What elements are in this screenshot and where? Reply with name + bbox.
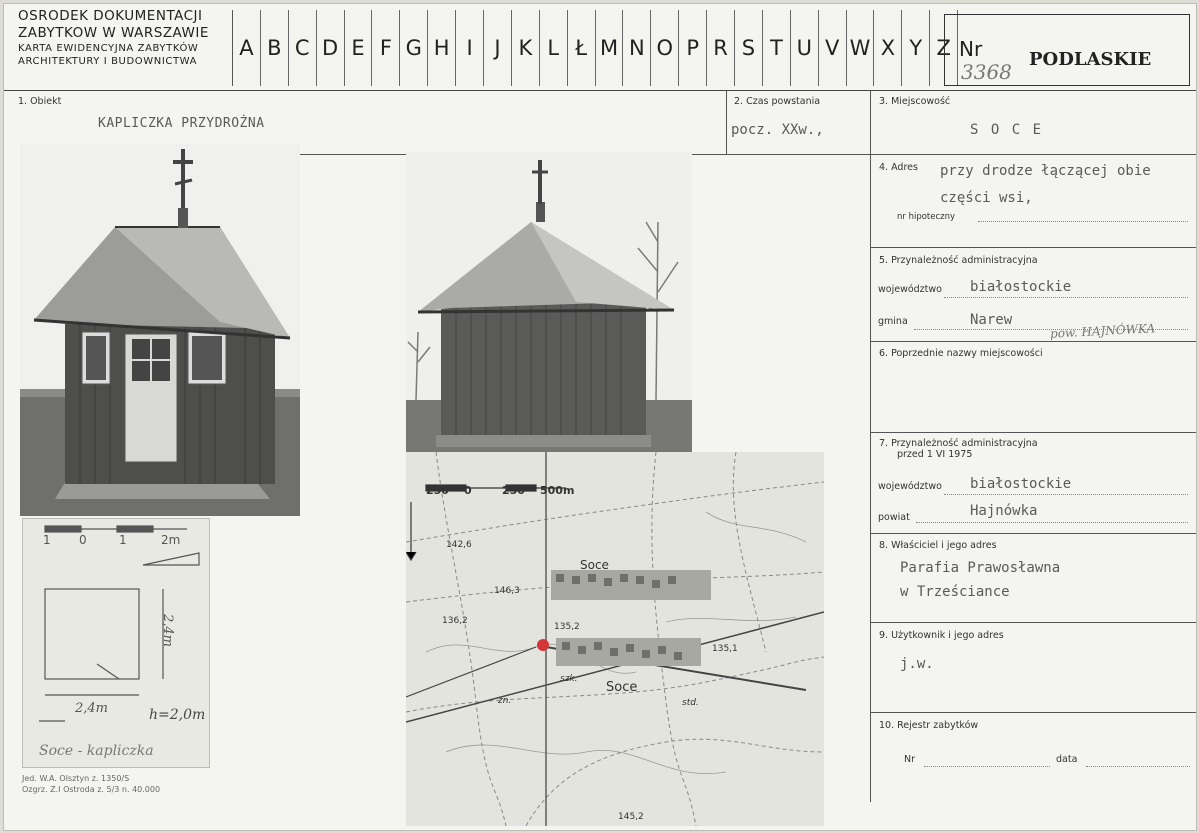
alphabet-letter: G: [400, 10, 428, 86]
map-elevation: 136,2: [442, 616, 468, 626]
wojewodztwo-1975-value: białostockie: [970, 476, 1072, 492]
number-box: [944, 14, 1190, 86]
uzytkownik-label: 9. Użytkownik i jego adres: [879, 630, 1004, 641]
alphabet-letter: P: [679, 10, 707, 86]
plan-scale-label: 1: [119, 533, 127, 547]
chapel-photo-front: [20, 144, 300, 516]
divider: [870, 90, 871, 802]
alphabet-letter: O: [651, 10, 679, 86]
map-scale-label: 500m: [540, 484, 575, 497]
wlasciciel-line1: Parafia Prawosławna: [900, 560, 1061, 576]
adres-label: 4. Adres: [879, 162, 918, 173]
dotted-line: [924, 766, 1050, 767]
map-elevation: 146,3: [494, 586, 520, 596]
wojewodztwo-1975-label: województwo: [878, 481, 942, 492]
floor-plan-sketch: [22, 518, 210, 768]
map-village-label: Soce: [606, 680, 638, 695]
alphabet-letter: Ł: [568, 10, 596, 86]
institution-name-line1: OSRODEK DOKUMENTACJI: [18, 8, 203, 24]
map-scale-label: 0: [464, 484, 472, 497]
dotted-line: [978, 221, 1188, 222]
divider: [870, 622, 1196, 623]
dotted-line: [944, 494, 1188, 495]
gmina-handwritten-note: pow. HAJNÓWKA: [1049, 321, 1156, 341]
przynaleznosc-1975-label: 7. Przynależność administracyjna: [879, 438, 1038, 449]
alphabet-letter: L: [540, 10, 568, 86]
rejestr-nr-label: Nr: [904, 754, 916, 765]
wojewodztwo-value: białostockie: [970, 279, 1072, 295]
alphabet-letter: K: [512, 10, 540, 86]
alphabet-letter: V: [819, 10, 847, 86]
map-village-label: Soce: [580, 558, 609, 572]
plan-bottom-dimension: 2,4m: [75, 701, 109, 716]
miejscowosc-label: 3. Miejscowość: [879, 96, 951, 107]
poprzednie-nazwy-label: 6. Poprzednie nazwy miejscowości: [879, 348, 1043, 359]
dotted-line: [944, 297, 1188, 298]
plan-scale-label: 0: [79, 533, 87, 547]
card-type-line2: ARCHITEKTURY I BUDOWNICTWA: [18, 56, 198, 67]
alphabet-index-strip: [232, 10, 958, 86]
alphabet-letter: S: [735, 10, 763, 86]
adres-line2: części wsi,: [940, 190, 1033, 206]
alphabet-letter: Z: [930, 10, 958, 86]
gmina-value: Narew: [970, 312, 1013, 328]
alphabet-letter: B: [261, 10, 289, 86]
czas-value: pocz. XXw.,: [731, 122, 824, 138]
card-type-line1: KARTA EWIDENCYJNA ZABYTKÓW: [18, 43, 199, 54]
alphabet-letter: I: [456, 10, 484, 86]
map-abbrev: std.: [682, 698, 699, 708]
alphabet-letter: J: [484, 10, 512, 86]
alphabet-letter: M: [596, 10, 624, 86]
alphabet-letter: N: [623, 10, 651, 86]
czas-label: 2. Czas powstania: [734, 96, 821, 107]
divider: [726, 90, 727, 154]
alphabet-letter: E: [345, 10, 373, 86]
dotted-line: [1086, 766, 1190, 767]
map-abbrev: zn.: [498, 696, 512, 706]
number-value: 3368: [961, 60, 1012, 84]
uzytkownik-value: j.w.: [900, 656, 934, 672]
wlasciciel-label: 8. Właściciel i jego adres: [879, 540, 997, 551]
alphabet-letter: A: [233, 10, 261, 86]
card-header: [4, 4, 1196, 91]
rejestr-data-label: data: [1056, 754, 1078, 765]
divider: [870, 432, 1196, 433]
powiat-value: Hajnówka: [970, 503, 1038, 519]
location-map: [406, 452, 824, 826]
chapel-photo-side: [406, 152, 692, 464]
divider: [870, 341, 1196, 342]
map-elevation: 135,2: [554, 622, 580, 632]
alphabet-letter: H: [428, 10, 456, 86]
divider: [870, 533, 1196, 534]
dotted-line: [914, 329, 1188, 330]
alphabet-letter: U: [791, 10, 819, 86]
wlasciciel-line2: w Trześciance: [900, 584, 1010, 600]
footer-line2: Ozgrz. Z.I Ostroda z. 5/3 n. 40.000: [22, 785, 161, 794]
plan-side-dimension: 2,4m: [160, 613, 176, 648]
plan-scale-label: 1: [43, 533, 51, 547]
map-scale-label: 250: [426, 484, 449, 497]
obiekt-label: 1. Obiekt: [18, 96, 62, 107]
institution-name-line2: ZABYTKOW W WARSZAWIE: [18, 24, 209, 41]
alphabet-letter: W: [847, 10, 875, 86]
dotted-line: [916, 522, 1188, 523]
przynaleznosc-label: 5. Przynależność administracyjna: [879, 255, 1038, 266]
obiekt-value: KAPLICZKA PRZYDROŻNA: [98, 116, 265, 131]
hipoteczny-label: nr hipoteczny: [897, 212, 956, 222]
adres-line1: przy drodze łączącej obie: [940, 163, 1151, 179]
footer-line1: Jed. W.A. Olsztyn z. 1350/S: [22, 774, 130, 783]
wojewodztwo-label: województwo: [878, 284, 942, 295]
powiat-label: powiat: [878, 512, 910, 523]
alphabet-letter: X: [874, 10, 902, 86]
record-card: [3, 3, 1197, 831]
divider: [870, 712, 1196, 713]
map-elevation: 142,6: [446, 540, 472, 550]
plan-caption: Soce - kapliczka: [39, 743, 154, 759]
divider: [870, 247, 1196, 248]
alphabet-letter: R: [707, 10, 735, 86]
alphabet-letter: T: [763, 10, 791, 86]
institution-block: [18, 10, 230, 67]
alphabet-letter: C: [289, 10, 317, 86]
alphabet-letter: Y: [902, 10, 930, 86]
map-scale-label: 250: [502, 484, 525, 497]
region-label: PODLASKIE: [1029, 49, 1152, 70]
gmina-label: gmina: [878, 316, 908, 327]
rejestr-label: 10. Rejestr zabytków: [879, 720, 979, 731]
map-abbrev: szk.: [560, 674, 578, 684]
map-elevation: 135,1: [712, 644, 738, 654]
alphabet-letter: F: [372, 10, 400, 86]
miejscowosc-value: S O C E: [970, 122, 1044, 138]
map-elevation: 145,2: [618, 812, 644, 822]
plan-height: h=2,0m: [149, 707, 206, 723]
przynaleznosc-1975-sub: przed 1 VI 1975: [897, 449, 973, 460]
alphabet-letter: D: [317, 10, 345, 86]
number-label: Nr: [959, 37, 983, 61]
plan-scale-label: 2m: [161, 533, 181, 547]
